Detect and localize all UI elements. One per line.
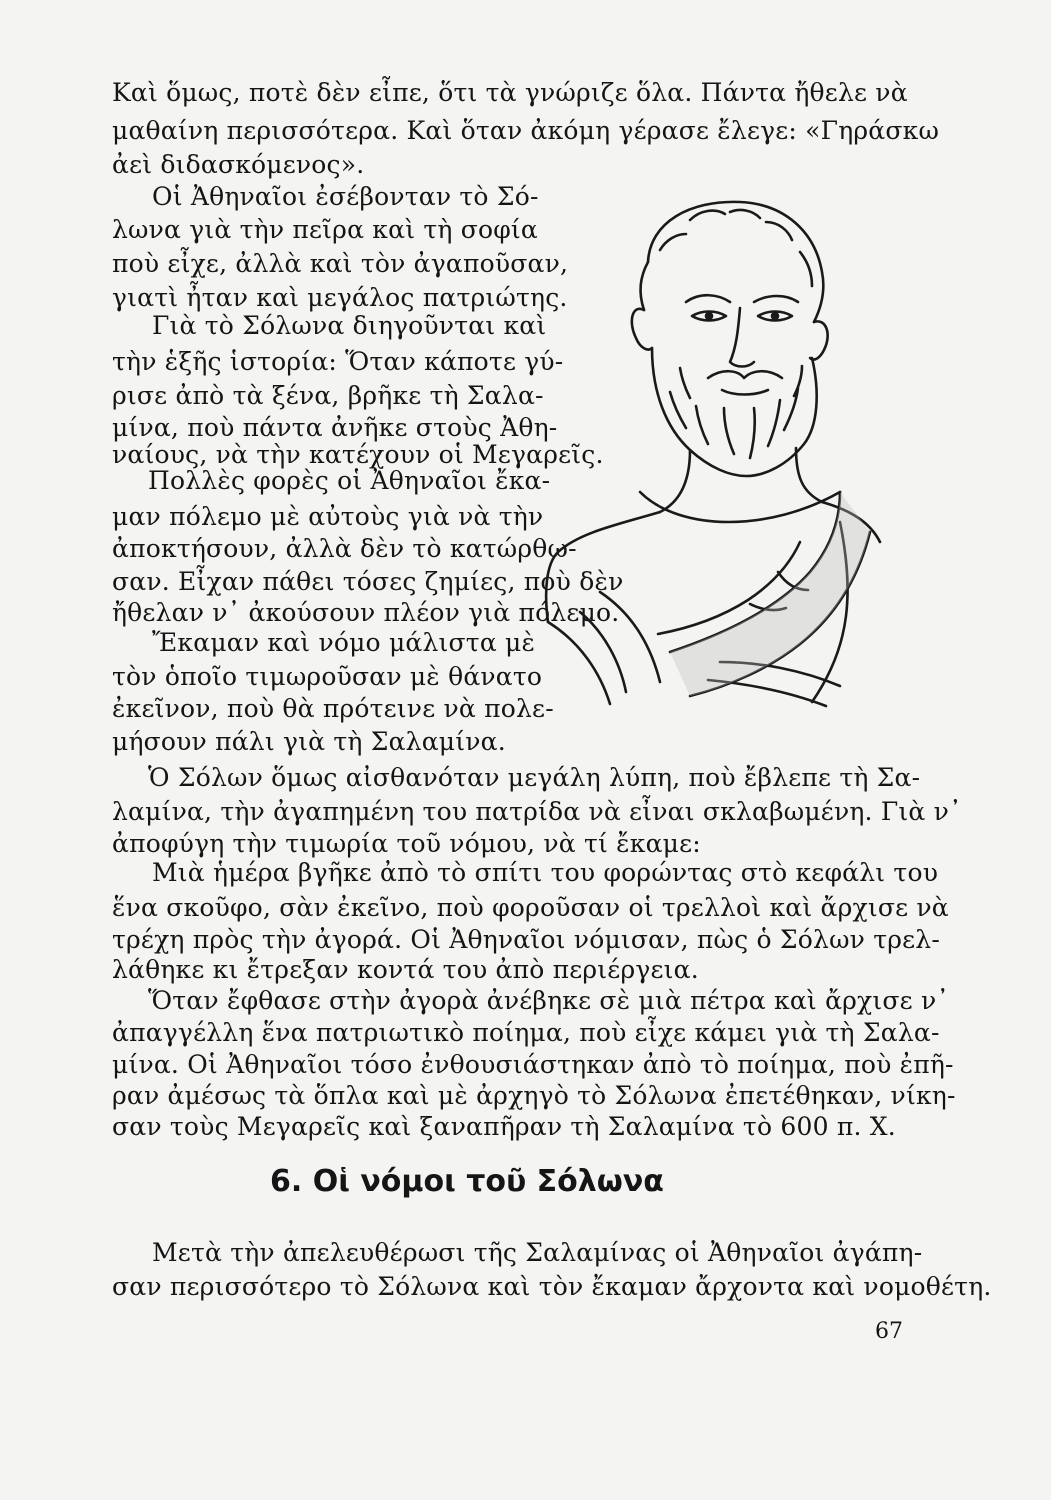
text-line: ἤθελαν ν᾽ ἀκούσουν πλέον γιὰ πόλεμο. [112, 598, 620, 627]
solon-portrait-icon [540, 192, 885, 712]
text-line: ἀεὶ διδασκόμενος». [112, 150, 365, 179]
text-line: ποὺ εἶχε, ἀλλὰ καὶ τὸν ἀγαποῦσαν, [112, 249, 569, 278]
text-line: λάθηκε κι ἔτρεξαν κοντά του ἀπὸ περιέργεια. [112, 955, 699, 984]
text-line: ἀπαγγέλλη ἕνα πατριωτικὸ ποίημα, ποὺ εἶχε κάμει γιὰ τὴ Σαλα- [112, 1018, 940, 1047]
text-line: Γιὰ τὸ Σόλωνα διηγοῦνται καὶ [152, 311, 547, 340]
text-line: μαθαίνη περισσότερα. Καὶ ὅταν ἀκόμη γέρασε ἔλεγε: «Γηράσκω [112, 116, 940, 145]
text-line: τὴν ἑξῆς ἱστορία: Ὅταν κάποτε γύ- [112, 347, 564, 376]
text-line: Ἔκαμαν καὶ νόμο μάλιστα μὲ [152, 628, 536, 657]
text-line: τὸν ὁποῖο τιμωροῦσαν μὲ θάνατο [112, 662, 543, 691]
text-line: τρέχη πρὸς τὴν ἀγορά. Οἱ Ἀθηναῖοι νόμισαν, πὼς ὁ Σόλων τρελ- [112, 925, 940, 954]
text-line: ραν ἀμέσως τὰ ὅπλα καὶ μὲ ἀρχηγὸ τὸ Σόλωνα ἐπετέθηκαν, νίκη- [112, 1081, 956, 1110]
text-line: λαμίνα, τὴν ἀγαπημένη του πατρίδα νὰ εἶναι σκλαβωμένη. Γιὰ ν᾽ [112, 797, 962, 826]
text-line: Οἱ Ἀθηναῖοι ἐσέβονταν τὸ Σό- [152, 182, 539, 211]
section-heading: 6. Οἱ νόμοι τοῦ Σόλωνα [270, 1164, 664, 1199]
text-line: Καὶ ὅμως, ποτὲ δὲν εἶπε, ὅτι τὰ γνώριζε ὅλα. Πάντα ἤθελε νὰ [112, 78, 908, 107]
text-line: ἀποκτήσουν, ἀλλὰ δὲν τὸ κατώρθω- [112, 534, 577, 563]
text-line: γιατὶ ἦταν καὶ μεγάλος πατριώτης. [112, 283, 568, 312]
text-line: Ὁ Σόλων ὅμως αἰσθανόταν μεγάλη λύπη, ποὺ ἔβλεπε τὴ Σα- [148, 763, 921, 792]
text-line: μίνα, ποὺ πάντα ἀνῆκε στοὺς Ἀθη- [112, 413, 558, 442]
text-line: ἐκεῖνον, ποὺ θὰ πρότεινε νὰ πολε- [112, 694, 554, 723]
text-line: Ὅταν ἔφθασε στὴν ἀγορὰ ἀνέβηκε σὲ μιὰ πέτρα καὶ ἄρχισε ν᾽ [148, 986, 950, 1015]
page-number: 67 [875, 1319, 903, 1344]
text-line: μίνα. Οἱ Ἀθηναῖοι τόσο ἐνθουσιάστηκαν ἀπὸ τὸ ποίημα, ποὺ ἐπῆ- [112, 1050, 954, 1079]
text-line: σαν. Εἶχαν πάθει τόσες ζημίες, ποὺ δὲν [112, 567, 624, 596]
text-line: Μετὰ τὴν ἀπελευθέρωσι τῆς Σαλαμίνας οἱ Ἀθηναῖοι ἀγάπη- [152, 1238, 923, 1267]
text-line: μαν πόλεμο μὲ αὐτοὺς γιὰ νὰ τὴν [112, 502, 544, 531]
text-line: Μιὰ ἡμέρα βγῆκε ἀπὸ τὸ σπίτι του φορώντας στὸ κεφάλι του [152, 858, 939, 887]
text-line: ναίους, νὰ τὴν κατέχουν οἱ Μεγαρεῖς. [112, 440, 604, 469]
text-line: λωνα γιὰ τὴν πεῖρα καὶ τὴ σοφία [112, 215, 539, 244]
text-line: σαν τοὺς Μεγαρεῖς καὶ ξαναπῆραν τὴ Σαλαμίνα τὸ 600 π. Χ. [112, 1112, 896, 1141]
text-line: Πολλὲς φορὲς οἱ Ἀθηναῖοι ἔκα- [148, 466, 551, 495]
text-line: ἀποφύγη τὴν τιμωρία τοῦ νόμου, νὰ τί ἔκαμε: [112, 829, 701, 858]
text-line: ἕνα σκοῦφο, σὰν ἐκεῖνο, ποὺ φοροῦσαν οἱ τρελλοὶ καὶ ἄρχισε νὰ [112, 893, 949, 922]
text-line: ρισε ἀπὸ τὰ ξένα, βρῆκε τὴ Σαλα- [112, 381, 544, 410]
text-line: μήσουν πάλι γιὰ τὴ Σαλαμίνα. [112, 727, 506, 756]
text-line: σαν περισσότερο τὸ Σόλωνα καὶ τὸν ἔκαμαν ἄρχοντα καὶ νομοθέτη. [112, 1272, 992, 1301]
